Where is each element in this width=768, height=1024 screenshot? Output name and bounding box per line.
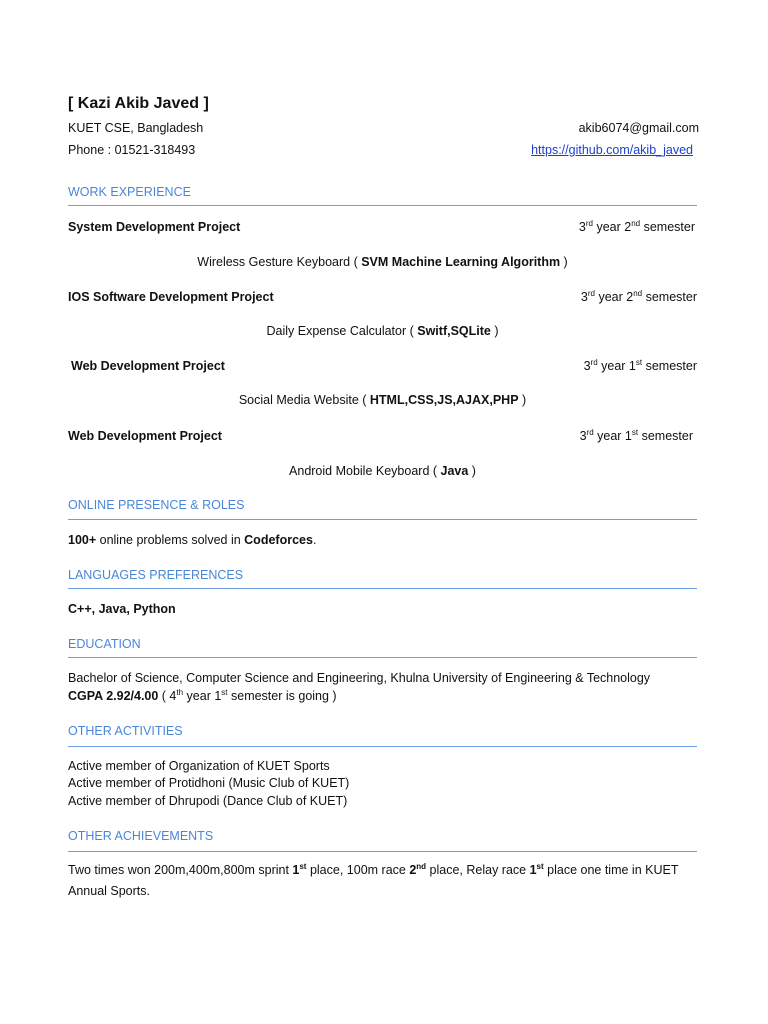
project-semester: 3rd year 2nd semester [578,218,695,234]
section-divider [68,851,697,852]
online-presence-text: 100+ online problems solved in Codeforces. [68,533,317,547]
achievements-heading: OTHER ACHIEVEMENTS [68,829,214,843]
project-semester: 3rd year 2nd semester [580,288,697,304]
section-divider [68,205,697,206]
degree-text: Bachelor of Science, Computer Science and Engineering, Khulna University of Engineering & Technology [68,671,651,685]
project-title: Web Development Project [71,359,225,373]
languages-text: C++, Java, Python [68,602,176,616]
project-title: System Development Project [68,220,241,234]
github-link[interactable]: https://github.com/akib_javed [531,143,693,157]
project-semester: 3rd year 1st semester [579,427,693,443]
activity-item: Active member of Protidhoni (Music Club of KUET) [68,776,350,790]
project-description: Daily Expense Calculator ( Switf,SQLite ) [266,324,499,338]
email-text: akib6074@gmail.com [578,121,699,135]
activity-item: Active member of Dhrupodi (Dance Club of KUET) [68,794,348,808]
section-divider [68,657,697,658]
phone-text: Phone : 01521-318493 [68,143,196,157]
project-semester: 3rd year 1st semester [583,357,697,373]
languages-heading: LANGUAGES PREFERENCES [68,568,244,582]
section-divider [68,588,697,589]
activity-item: Active member of Organization of KUET Sports [68,759,330,773]
project-description: Social Media Website ( HTML,CSS,JS,AJAX,PHP ) [238,393,527,407]
achievement-text: Two times won 200m,400m,800m sprint 1st place, 100m race 2nd place, Relay race 1st place one time in KUET [68,861,679,877]
education-heading: EDUCATION [68,637,141,651]
achievement-text-continued: Annual Sports. [68,884,150,898]
cgpa-text: CGPA 2.92/4.00 ( 4th year 1st semester is going ) [68,687,337,703]
activities-heading: OTHER ACTIVITIES [68,724,183,738]
work-experience-heading: WORK EXPERIENCE [68,185,191,199]
project-description: Android Mobile Keyboard ( Java ) [289,464,476,478]
section-divider [68,519,697,520]
project-title: IOS Software Development Project [68,290,274,304]
candidate-name: [ Kazi Akib Javed ] [68,95,209,112]
project-title: Web Development Project [68,429,222,443]
location-text: KUET CSE, Bangladesh [68,121,204,135]
project-description: Wireless Gesture Keyboard ( SVM Machine Learning Algorithm ) [197,255,568,269]
online-presence-heading: ONLINE PRESENCE & ROLES [68,498,245,512]
section-divider [68,746,697,747]
